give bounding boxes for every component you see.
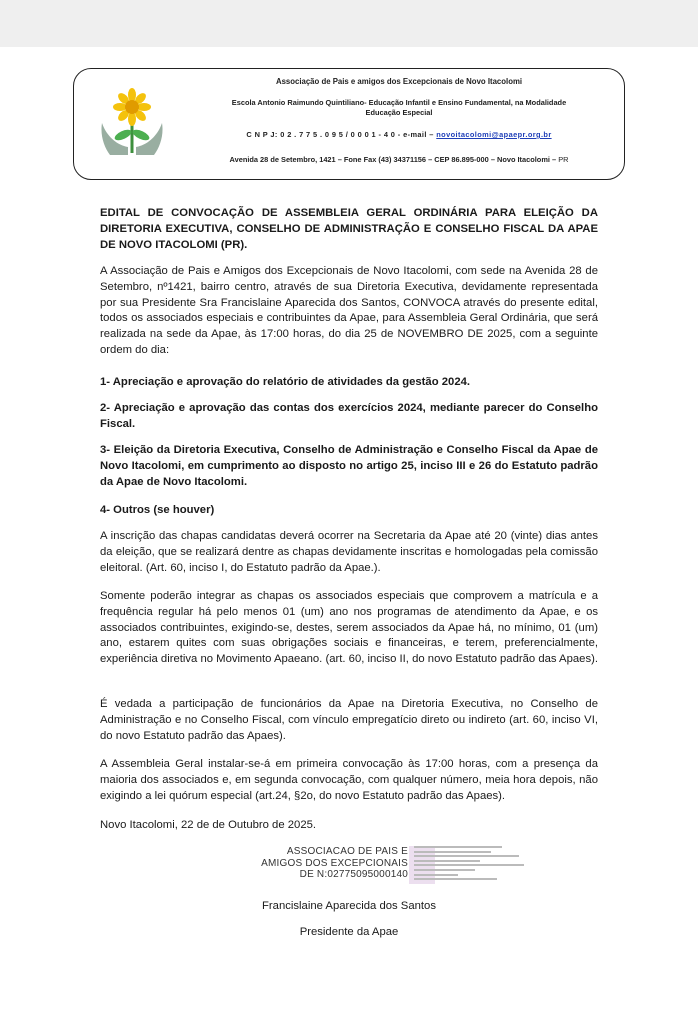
- signer-role: Presidente da Apae: [299, 926, 399, 938]
- cnpj-stamp: [196, 846, 412, 882]
- school-line-1: Escola Antonio Raimundo Quintiliano- Educação Infantil e Ensino Fundamental, na Modalidade: [231, 98, 567, 107]
- intro-paragraph: A Associação de Pais e Amigos dos Excepcionais de Novo Itacolomi, com sede na Avenida 28 de Setembro, nº1421, bairro centro, através de sua Diretoria Executiva, devidamente representada por sua Presidente Sra Francislaine Aparecida dos Santos, CONVOCA através do presente edital, todos os associados especiais e contribuintes da Apae, para Assembleia Geral Ordinária, que será realizada na sede da Apae, às 17:00 horas, do dia 25 de NOVEMBRO DE 2025, com a seguinte ordem do dia:: [100, 265, 598, 356]
- email-link[interactable]: novoitacolomi@apaepr.org.br: [436, 130, 552, 139]
- address-line: [184, 155, 614, 165]
- document-date: Novo Itacolomi, 22 de de Outubro de 2025.: [100, 819, 317, 831]
- stamp-line-1: ASSOCIACAO DE PAIS E: [286, 846, 408, 857]
- letterhead: [73, 68, 625, 180]
- top-bar: [0, 0, 698, 47]
- signer-name: Francislaine Aparecida dos Santos: [262, 900, 436, 912]
- paragraph-registration: A inscrição das chapas candidatas deverá ocorrer na Secretaria da Apae até 20 (vinte) dias antes da eleição, que se realizará dentre as chapas devidamente inscritas e homologadas pela comissão eleitoral. (Art. 60, inciso I, do Estatuto padrão da Apae.).: [100, 530, 598, 574]
- paragraph-quorum: A Assembleia Geral instalar-se-á em primeira convocação às 17:00 horas, com a presença da maioria dos associados e, em segunda convocação, com qualquer número, meia hora depois, não exigindo a lei quórum especial (art.24, §2o, do novo Estatuto padrão das Apaes).: [100, 758, 598, 802]
- apae-flower-hands-logo-icon: [96, 83, 168, 163]
- stamp-line-2: AMIGOS DOS EXCEPCIONAIS: [261, 857, 408, 869]
- stamp-line-3: DE N:02775095000140: [299, 869, 408, 880]
- stamp-text: [196, 846, 408, 881]
- paragraph-eligibility: Somente poderão integrar as chapas os associados especiais que comprovem a matrícula e a frequência regular há pelo menos 01 (um) ano nos programas de atendimento da Apae, e os associados contribuintes, exigindo-se, destes, serem associados da Apae há, no mínimo, 01 (um) ano, estarem quites com suas obrigações sociais e financeiras, e terem, preferencialmente, experiência diretiva no Movimento Apaeano. (art. 60, inciso II, do novo Estatuto padrão das Apaes).: [100, 590, 598, 666]
- association-name: Associação de Pais e amigos dos Excepcionais de Novo Itacolomi: [275, 77, 523, 86]
- agenda-item-2: 2- Apreciação e aprovação das contas dos exercícios 2024, mediante parecer do Conselho Fiscal.: [100, 402, 598, 430]
- cnpj-text: C N P J: 0 2 . 7 7 5 . 0 9 5 / 0 0 0 1 - 4 0 - e-mail –: [246, 130, 434, 139]
- school-name: [184, 98, 614, 118]
- school-line-2: Educação Especial: [365, 108, 433, 117]
- agenda-item-4: 4- Outros (se houver): [100, 504, 215, 516]
- digital-signature-details: [414, 846, 524, 884]
- cnpj-line: [184, 130, 614, 140]
- paragraph-prohibition: É vedada a participação de funcionários da Apae na Diretoria Executiva, no Conselho de Administração e no Conselho Fiscal, com vínculo empregatício direto ou indireto (art. 60, inciso VI, do novo Estatuto padrão das Apaes).: [100, 698, 598, 742]
- document-title: EDITAL DE CONVOCAÇÃO DE ASSEMBLEIA GERAL ORDINÁRIA PARA ELEIÇÃO DA DIRETORIA EXECUTIVA, CONSELHO DE ADMINISTRAÇÃO E CONSELHO FISCAL DA APAE DE NOVO ITACOLOMI (PR).: [100, 207, 598, 251]
- address-text: Avenida 28 de Setembro, 1421 – Fone Fax (43) 34371156 – CEP 86.895-000 – Novo Itacolomi –: [229, 155, 557, 164]
- state-text: PR: [558, 155, 569, 164]
- agenda-item-1: 1- Apreciação e aprovação do relatório de atividades da gestão 2024.: [100, 376, 471, 388]
- agenda-item-3: 3- Eleição da Diretoria Executiva, Conselho de Administração e Conselho Fiscal da Apae de Novo Itacolomi, em cumprimento ao disposto no artigo 25, inciso III e 26 do Estatuto padrão da Apae de Novo Itacolomi.: [100, 444, 598, 488]
